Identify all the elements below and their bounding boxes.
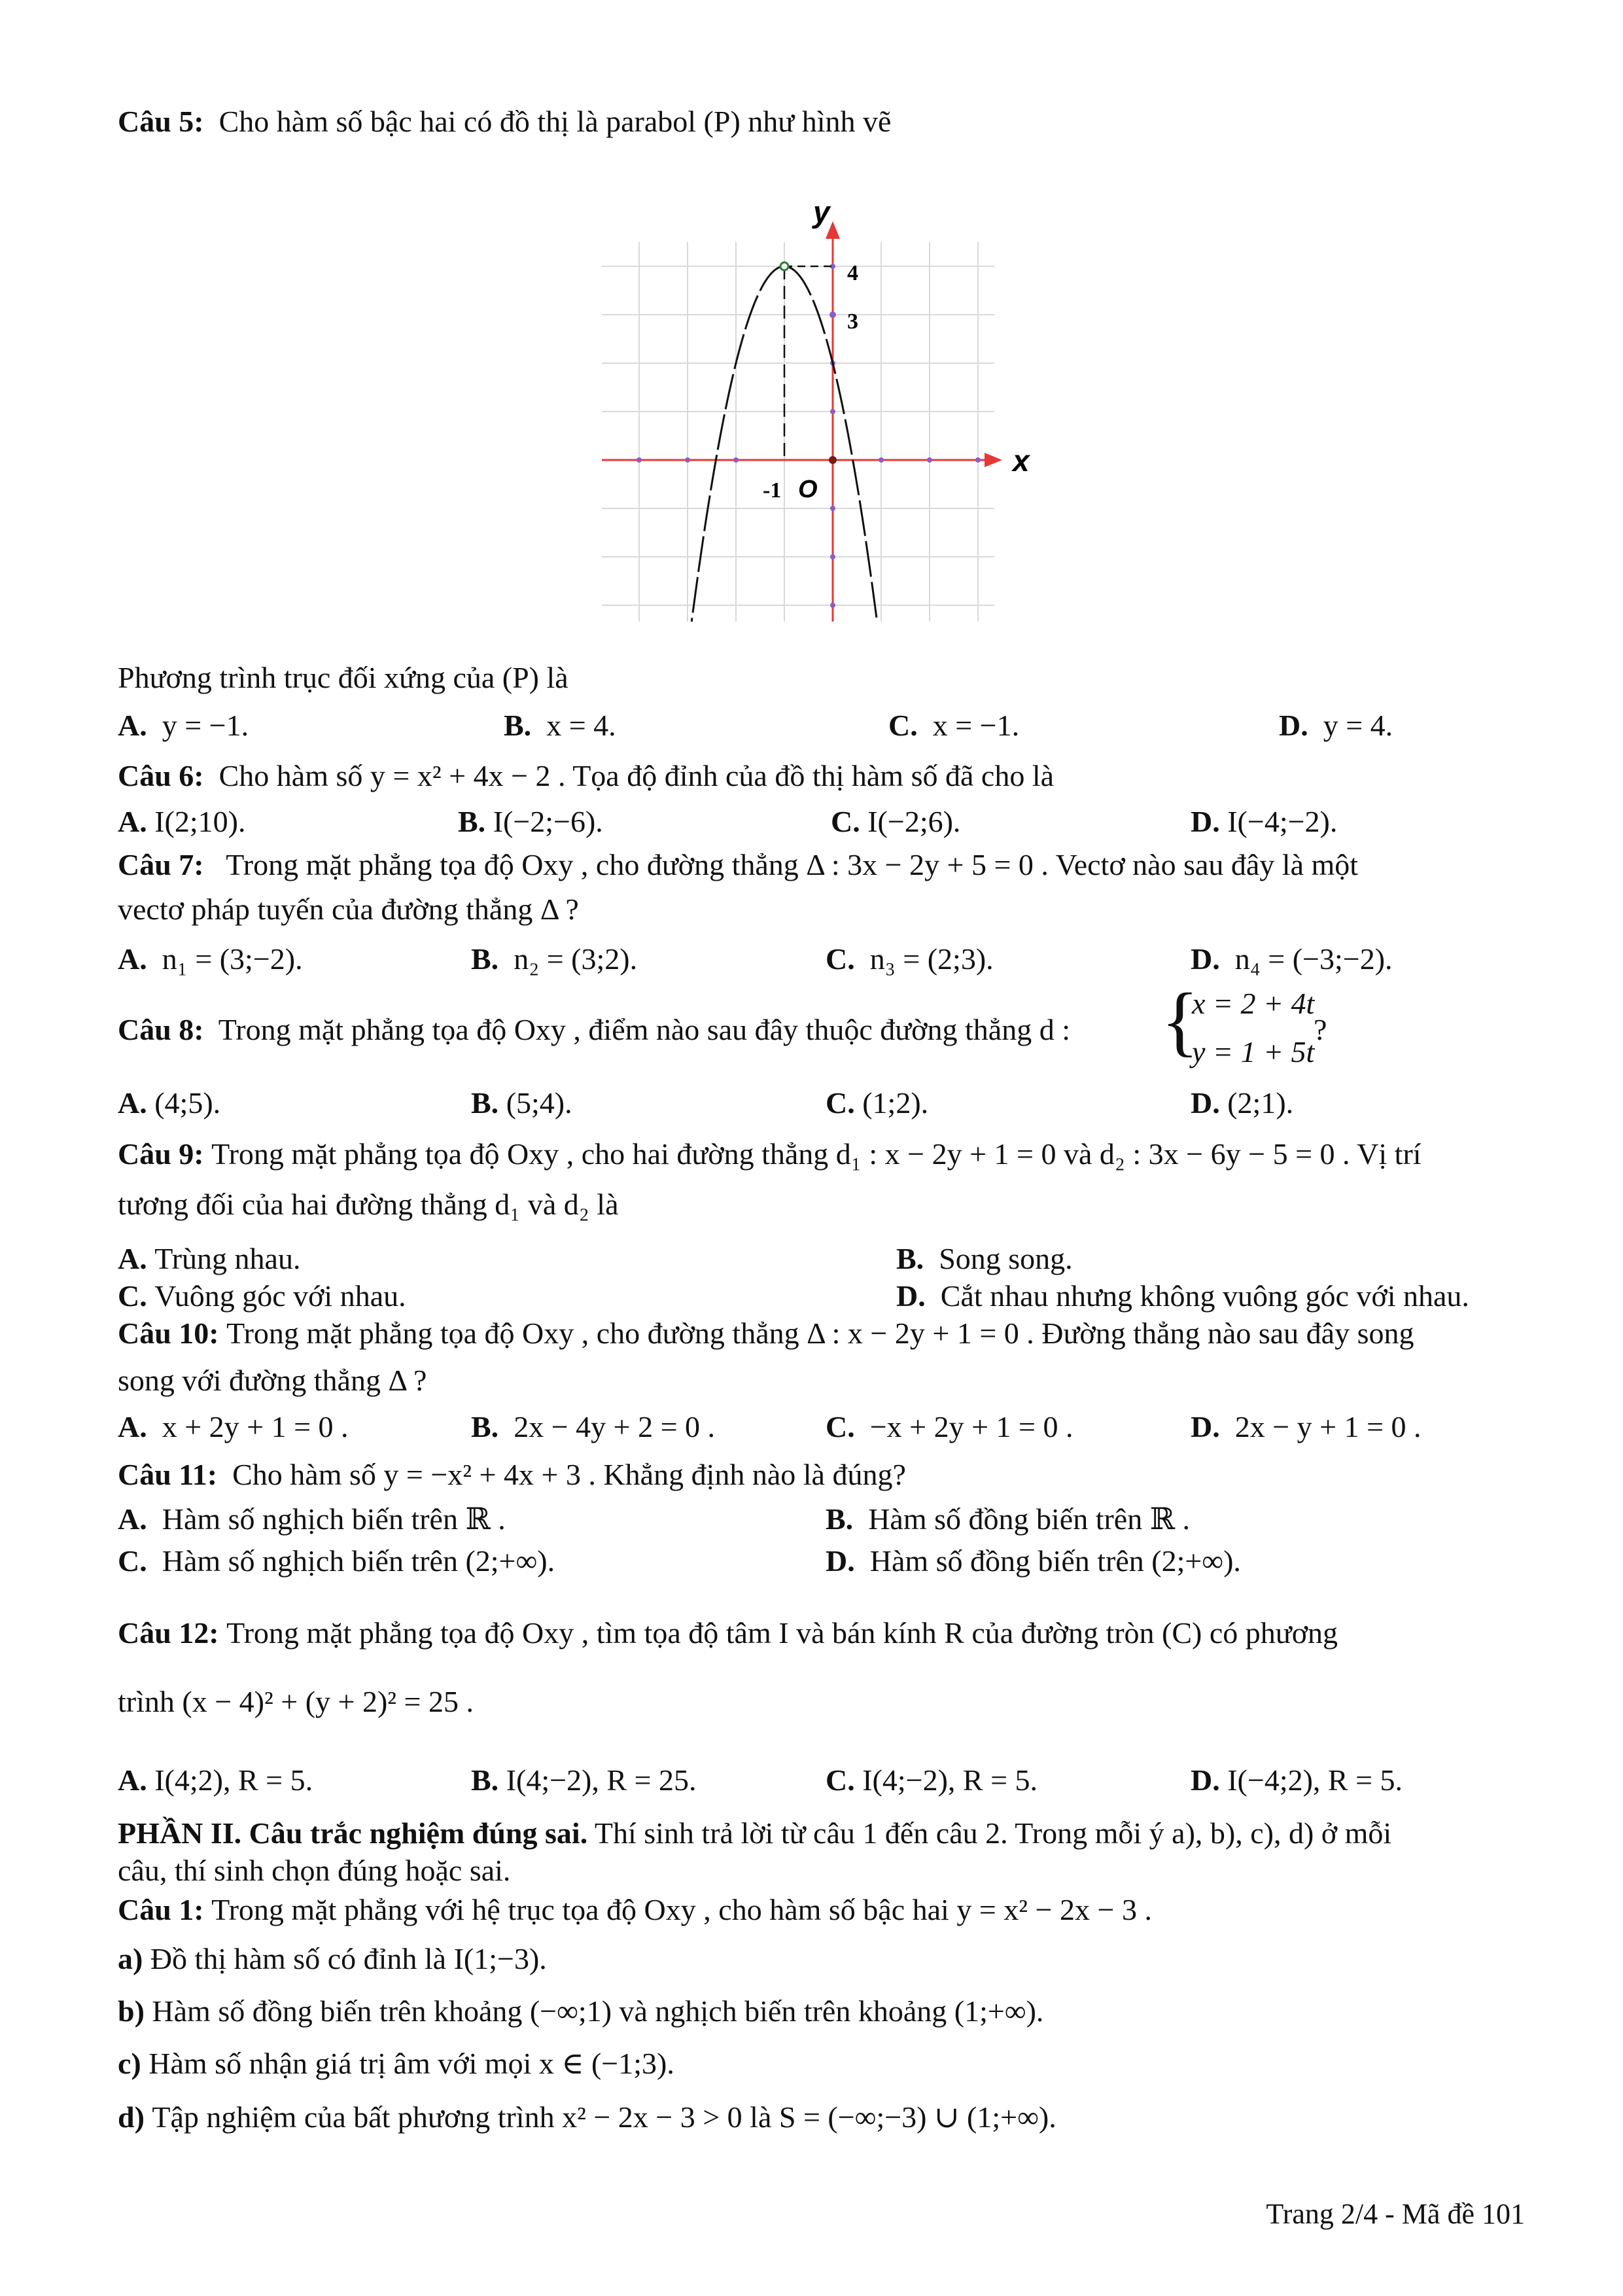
q11-option-a[interactable]: A. Hàm số nghịch biến trên ℝ . <box>118 1502 506 1536</box>
q8-brace: { <box>1161 977 1199 1064</box>
q11-option-b[interactable]: B. Hàm số đồng biến trên ℝ . <box>826 1502 1190 1536</box>
tick-label-minus-1: -1 <box>763 478 782 503</box>
q5-line <box>118 105 891 139</box>
q10-option-a[interactable]: A. x + 2y + 1 = 0 . <box>118 1410 349 1443</box>
q6-line: Câu 6: Cho hàm số y = x² + 4x − 2 . Tọa độ đỉnh của đồ thị hàm số đã cho là <box>118 759 1055 792</box>
q8-option-a[interactable]: A. (4;5). <box>118 1086 221 1120</box>
q7-option-a[interactable]: A. n₁ = (3;−2). <box>118 942 303 976</box>
q5-option-b[interactable]: B. x = 4. <box>504 709 616 742</box>
tick-label-3: 3 <box>847 309 858 334</box>
q9-option-c[interactable]: C. Vuông góc với nhau. <box>118 1279 406 1313</box>
q6-option-d[interactable]: D. I(−4;−2). <box>1191 805 1338 838</box>
q12-option-d[interactable]: D. I(−4;2), R = 5. <box>1191 1763 1403 1797</box>
q6-option-a[interactable]: A. I(2;10). <box>118 805 246 838</box>
q9-option-a[interactable]: A. Trùng nhau. <box>118 1242 301 1275</box>
q7-line1: Câu 7: Trong mặt phẳng tọa độ Oxy , cho đường thẳng Δ : 3x − 2y + 5 = 0 . Vectơ nào sau đây là một <box>118 848 1359 881</box>
part2-line2: câu, thí sinh chọn đúng hoặc sai. <box>118 1854 511 1887</box>
q8-line: Câu 8: Trong mặt phẳng tọa độ Oxy , điểm nào sau đây thuộc đường thẳng d : <box>118 1013 1070 1046</box>
p2q1-line: Câu 1: Trong mặt phẳng với hệ trục tọa độ Oxy , cho hàm số bậc hai y = x² − 2x − 3 . <box>118 1893 1152 1926</box>
vertex-point <box>780 262 788 270</box>
q8-option-c[interactable]: C. (1;2). <box>826 1086 929 1120</box>
q12-option-a[interactable]: A. I(4;2), R = 5. <box>118 1763 313 1797</box>
q8-question-mark: ? <box>1314 1013 1327 1046</box>
y-axis-label: y <box>813 195 830 229</box>
q12-option-c[interactable]: C. I(4;−2), R = 5. <box>826 1763 1038 1797</box>
q7-option-c[interactable]: C. n₃ = (2;3). <box>826 942 994 976</box>
q5-option-a[interactable]: A. y = −1. <box>118 709 249 742</box>
q5-label: Câu 5: <box>118 105 204 138</box>
q8-system-line1: x = 2 + 4t <box>1192 987 1315 1020</box>
p2q1-item-b[interactable]: b) Hàm số đồng biến trên khoảng (−∞;1) và nghịch biến trên khoảng (1;+∞). <box>118 1994 1044 2028</box>
q10-option-c[interactable]: C. −x + 2y + 1 = 0 . <box>826 1410 1073 1443</box>
q9-option-b[interactable]: B. Song song. <box>896 1242 1073 1275</box>
p2q1-item-a[interactable]: a) Đồ thị hàm số có đỉnh là I(1;−3). <box>118 1942 547 1975</box>
q5-option-d[interactable]: D. y = 4. <box>1279 709 1393 742</box>
q11-line: Câu 11: Cho hàm số y = −x² + 4x + 3 . Khẳng định nào là đúng? <box>118 1458 906 1491</box>
p2q1-item-c[interactable]: c) Hàm số nhận giá trị âm với mọi x ∈ (−1;3). <box>118 2047 674 2080</box>
q6-text: Cho hàm số y = x² + 4x − 2 . Tọa độ đỉnh của đồ thị hàm số đã cho là <box>218 759 1055 792</box>
q7-line2: vectơ pháp tuyến của đường thẳng Δ ? <box>118 892 579 926</box>
q7-option-d[interactable]: D. n₄ = (−3;−2). <box>1191 942 1393 976</box>
q10-line1: Câu 10: Trong mặt phẳng tọa độ Oxy , cho đường thẳng Δ : x − 2y + 1 = 0 . Đường thẳng nào sau đây song <box>118 1316 1414 1350</box>
q6-option-b[interactable]: B. I(−2;−6). <box>458 805 603 838</box>
y-intercept-point <box>829 311 836 318</box>
q8-option-b[interactable]: B. (5;4). <box>471 1086 572 1120</box>
q10-option-d[interactable]: D. 2x − y + 1 = 0 . <box>1191 1410 1422 1443</box>
origin-label: O <box>798 476 818 503</box>
page-footer: Trang 2/4 - Mã đề 101 <box>1266 2198 1525 2230</box>
tick-label-4: 4 <box>847 261 858 285</box>
q7-option-b[interactable]: B. n₂ = (3;2). <box>471 942 638 976</box>
q10-option-b[interactable]: B. 2x − 4y + 2 = 0 . <box>471 1410 716 1443</box>
origin-point <box>829 456 837 464</box>
q8-option-d[interactable]: D. (2;1). <box>1191 1086 1294 1120</box>
grid <box>602 242 994 622</box>
q10-line2: song với đường thẳng Δ ? <box>118 1364 427 1397</box>
q9-option-d[interactable]: D. Cắt nhau nhưng không vuông góc với nhau. <box>896 1279 1469 1313</box>
part2-heading: PHẦN II. Câu trắc nghiệm đúng sai. Thí sinh trả lời từ câu 1 đến câu 2. Trong mỗi ý a), b), c), d) ở mỗi <box>118 1816 1392 1850</box>
q5-option-c[interactable]: C. x = −1. <box>888 709 1020 742</box>
q6-option-c[interactable]: C. I(−2;6). <box>831 805 961 838</box>
q12-option-b[interactable]: B. I(4;−2), R = 25. <box>471 1763 697 1797</box>
x-axis-arrow <box>985 453 1002 467</box>
q5-question: Phương trình trục đối xứng của (P) là <box>118 661 568 694</box>
q11-option-d[interactable]: D. Hàm số đồng biến trên (2;+∞). <box>826 1544 1241 1578</box>
parabola-graph <box>602 190 1060 635</box>
q12-line2: trình (x − 4)² + (y + 2)² = 25 . <box>118 1685 474 1718</box>
q5-text: Cho hàm số bậc hai có đồ thị là parabol (P) như hình vẽ <box>218 105 892 138</box>
q11-option-c[interactable]: C. Hàm số nghịch biến trên (2;+∞). <box>118 1544 555 1578</box>
q9-line2: tương đối của hai đường thẳng d₁ và d₂ là <box>118 1188 619 1221</box>
x-axis-label: x <box>1013 444 1030 478</box>
part2-title: PHẦN II. Câu trắc nghiệm đúng sai. <box>118 1816 588 1850</box>
q8-system-line2: y = 1 + 5t <box>1192 1035 1315 1069</box>
q9-line1: Câu 9: Trong mặt phẳng tọa độ Oxy , cho hai đường thẳng d₁ : x − 2y + 1 = 0 và d₂ : 3x − 6y − 5 = 0 . Vị trí <box>118 1137 1422 1171</box>
p2q1-item-d[interactable]: d) Tập nghiệm của bất phương trình x² − 2x − 3 > 0 là S = (−∞;−3) ∪ (1;+∞). <box>118 2100 1056 2134</box>
q12-line1: Câu 12: Trong mặt phẳng tọa độ Oxy , tìm tọa độ tâm I và bán kính R của đường tròn (C) có phương <box>118 1616 1338 1650</box>
